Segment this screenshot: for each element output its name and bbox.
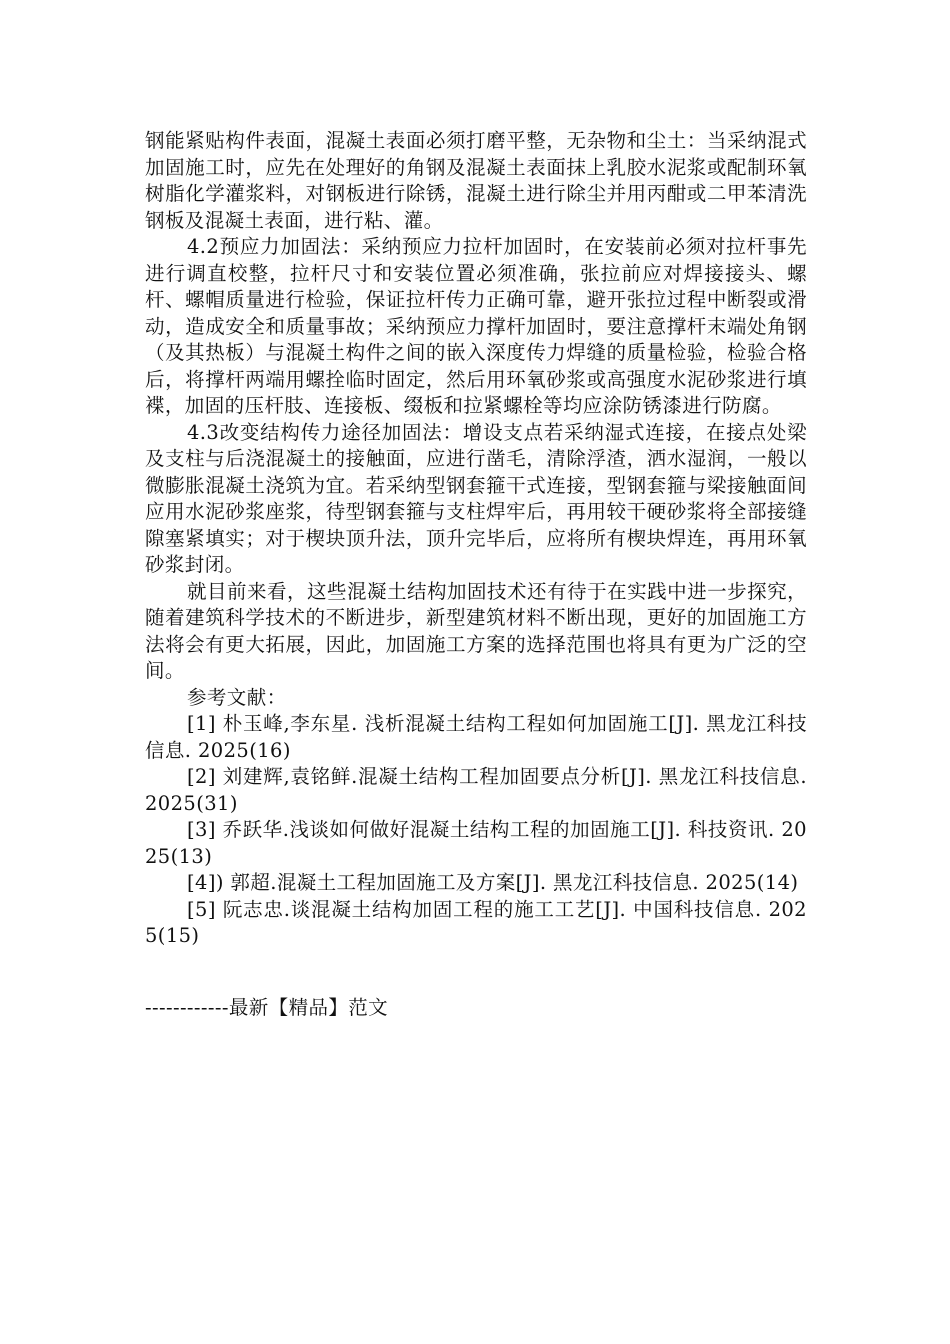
reference-item: [3] 乔跃华.浅谈如何做好混凝土结构工程的加固施工[J]. 科技资讯. 2025(13) — [145, 818, 807, 868]
reference-item: [5] 阮志忠.谈混凝土结构加固工程的施工工艺[J]. 中国科技信息. 2025(15) — [145, 897, 807, 947]
page-footer: ------------最新【精品】范文 — [145, 996, 389, 1019]
references-list — [145, 711, 807, 950]
body-paragraph-conclusion: 就目前来看，这些混凝土结构加固技术还有待于在实践中进一步探究，随着建筑科学技术的不断进步，新型建筑材料不断出现，更好的加固施工方法将会有更大拓展，因此，加固施工方案的选择范围也将具有更为广泛的空间。 — [145, 579, 807, 682]
reference-item: [1] 朴玉峰,李东星. 浅析混凝土结构工程如何加固施工[J]. 黑龙江科技信息. 2025(16) — [145, 712, 807, 762]
document-body — [145, 128, 807, 950]
references-heading: 参考文献： — [187, 685, 287, 709]
body-paragraph-4-2: 4.2预应力加固法：采纳预应力拉杆加固时，在安装前必须对拉杆事先进行调直校整，拉杆尺寸和安装位置必须准确，张拉前应对焊接接头、螺杆、螺帽质量进行检验，保证拉杆传力正确可靠，避开张拉过程中断裂或滑动，造成安全和质量事故；采纳预应力撑杆加固时，要注意撑杆末端处角钢（及其热板）与混凝土构件之间的嵌入深度传力焊缝的质量检验，检验合格后，将撑杆两端用螺拴临时固定，然后用环氧砂浆或高强度水泥砂浆进行填褋，加固的压杆肢、连接板、缀板和拉紧螺栓等均应涂防锈漆进行防腐。 — [145, 235, 807, 417]
body-paragraph-4-3: 4.3改变结构传力途径加固法：增设支点若采纳湿式连接，在接点处梁及支柱与后浇混凝土的接触面，应进行凿毛，清除浮渣，洒水湿润，一般以微膨胀混凝土浇筑为宜。若采纳型钢套箍干式连接，型钢套箍与梁接触面间应用水泥砂浆座浆，待型钢套箍与支柱焊牢后，再用较干硬砂浆将全部接缝隙塞紧填实；对于楔块顶升法，顶升完毕后，应将所有楔块焊连，再用环氧砂浆封闭。 — [145, 420, 807, 576]
reference-item: [2] 刘建辉,袁铭鲜.混凝土结构工程加固要点分析[J]. 黑龙江科技信息. 2025(31) — [145, 765, 807, 815]
reference-item: [4]) 郭超.混凝土工程加固施工及方案[J]. 黑龙江科技信息. 2025(14) — [187, 871, 799, 894]
body-paragraph-1: 钢能紧贴构件表面，混凝土表面必须打磨平整，无杂物和尘土：当采纳混式加固施工时，应先在处理好的角钢及混凝土表面抹上乳胶水泥浆或配制环氧树脂化学灌浆料，对钢板进行除锈，混凝土进行除尘并用丙酣或二甲苯清洗钢板及混凝土表面，进行粘、灌。 — [145, 129, 807, 232]
